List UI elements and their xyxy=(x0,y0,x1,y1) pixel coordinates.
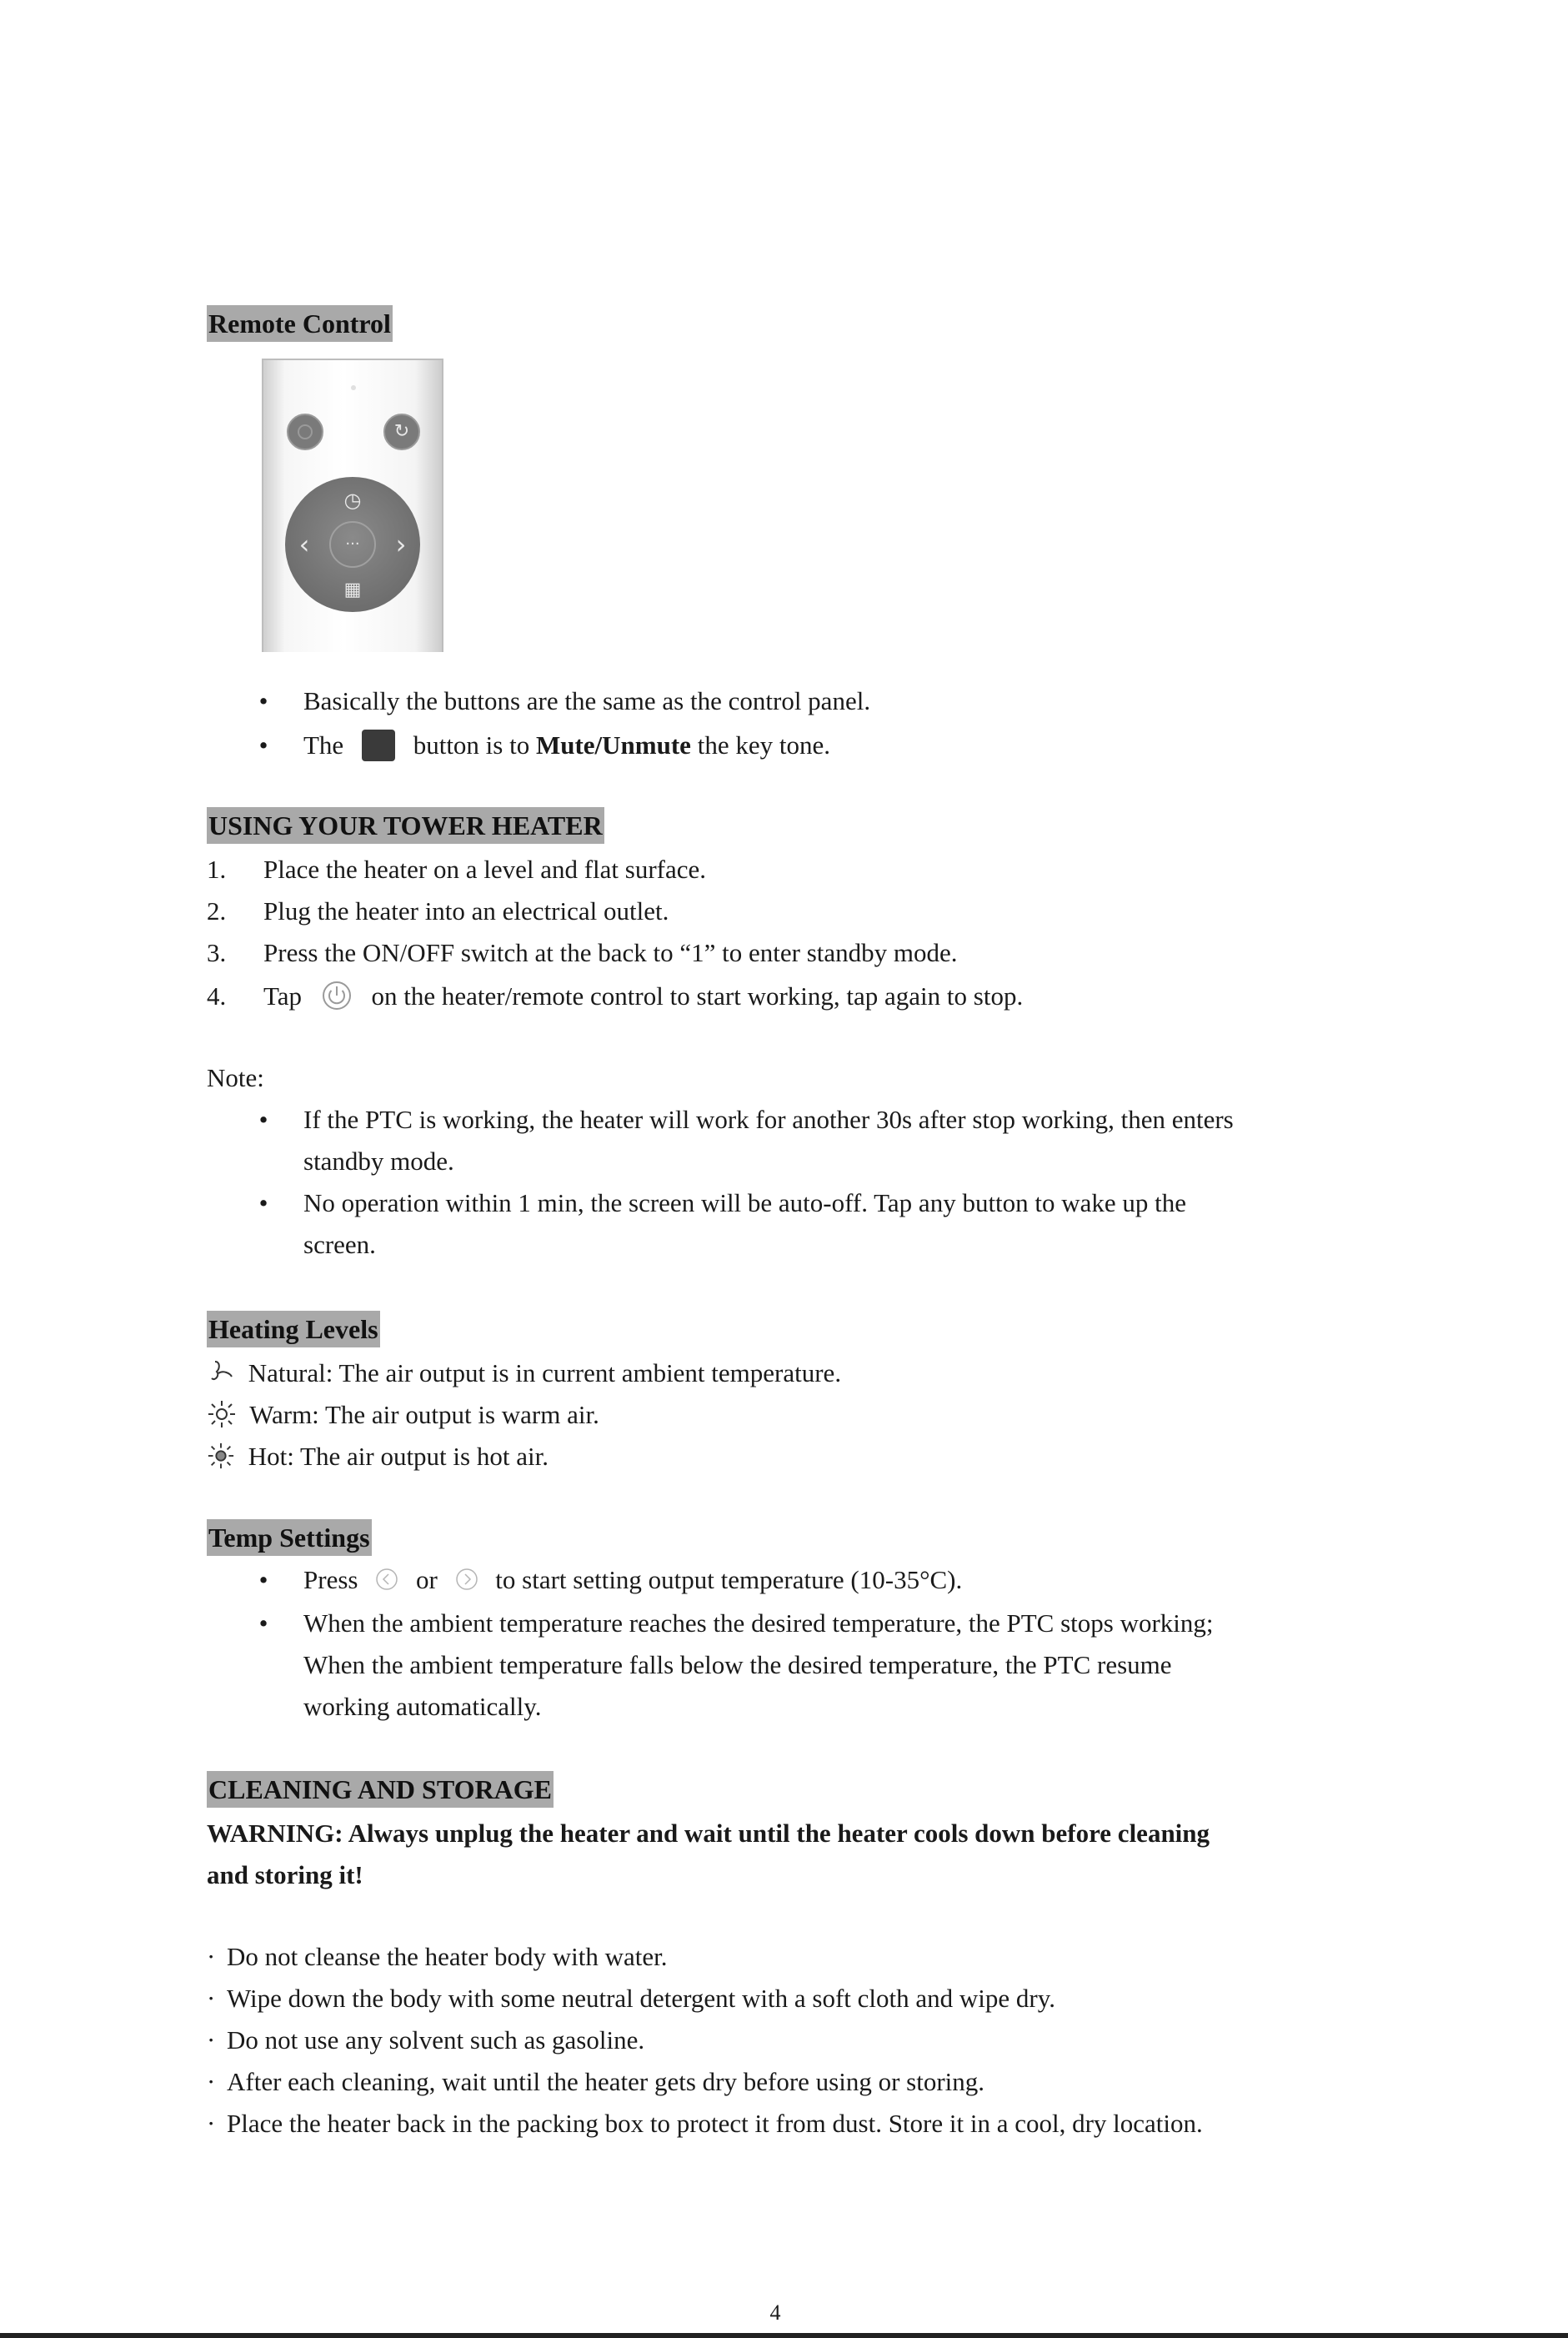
bullet: • xyxy=(258,1188,268,1217)
list-dot: · xyxy=(207,1984,216,2013)
step-text: Plug the heater into an electrical outlet. xyxy=(263,896,669,926)
level-natural xyxy=(207,1352,841,1394)
remote-control-image xyxy=(262,359,443,652)
cleaning-item: Do not cleanse the heater body with water. xyxy=(227,1942,668,1971)
cleaning-item: Place the heater back in the packing box to protect it from dust. Store it in a cool, dry location. xyxy=(227,2109,1203,2138)
bullet: • xyxy=(258,1565,268,1594)
remote-bullet-2 xyxy=(303,725,830,766)
level-warm-text: Warm: The air output is warm air. xyxy=(249,1400,599,1429)
step-number: 3. xyxy=(207,938,227,967)
temp-press-line xyxy=(303,1559,962,1601)
chevron-right-icon: › xyxy=(395,529,407,560)
temp-press-before: Press xyxy=(303,1565,358,1594)
using-heading: USING YOUR TOWER HEATER xyxy=(207,807,604,844)
step-4-before: Tap xyxy=(263,981,303,1011)
sun-filled-icon xyxy=(207,1442,235,1470)
step-number: 2. xyxy=(207,896,227,926)
temp-paragraph-line-3: working automatically. xyxy=(303,1692,542,1721)
temp-press-after: to start setting output temperature (10-35°C). xyxy=(495,1565,963,1594)
list-dot: · xyxy=(207,2067,216,2096)
remote-control-heading: Remote Control xyxy=(207,305,393,342)
bottom-border xyxy=(0,2333,1568,2338)
remote-bullet-2-middle: button is to xyxy=(413,730,530,760)
cleaning-item: Do not use any solvent such as gasoline. xyxy=(227,2025,645,2055)
level-hot xyxy=(207,1436,549,1478)
power-icon xyxy=(288,415,322,449)
remote-bullet-2-after: the key tone. xyxy=(697,730,830,760)
remote-power-button xyxy=(287,414,323,450)
step-text xyxy=(263,976,1023,1019)
mute-unmute-text: Mute/Unmute xyxy=(535,730,691,760)
bullet: • xyxy=(258,686,268,715)
remote-dial-center xyxy=(329,521,376,568)
temp-paragraph-line-2: When the ambient temperature falls below the desired temperature, the PTC resume xyxy=(303,1650,1172,1679)
fan-icon xyxy=(207,1358,235,1387)
remote-bullet-1: Basically the buttons are the same as the control panel. xyxy=(303,686,871,715)
list-dot: · xyxy=(207,2109,216,2138)
page-number: 4 xyxy=(769,2300,781,2325)
cleaning-item: Wipe down the body with some neutral detergent with a soft cloth and wipe dry. xyxy=(227,1984,1055,2013)
step-number: 1. xyxy=(207,855,227,884)
heating-levels-heading: Heating Levels xyxy=(207,1311,380,1347)
list-dot: · xyxy=(207,2025,216,2055)
cleaning-heading: CLEANING AND STORAGE xyxy=(207,1771,554,1808)
warning-line-1: WARNING: Always unplug the heater and wait until the heater cools down before cleaning xyxy=(207,1819,1210,1848)
timer-icon: ◷ xyxy=(343,489,362,512)
level-hot-text: Hot: The air output is hot air. xyxy=(248,1442,549,1471)
remote-cycle-button xyxy=(383,414,420,450)
power-icon xyxy=(320,979,353,1012)
step-text: Press the ON/OFF switch at the back to “1” to enter standby mode. xyxy=(263,938,958,967)
temp-press-or: or xyxy=(415,1565,438,1594)
remote-bullet-2-before: The xyxy=(303,730,344,760)
note-1-line-2: standby mode. xyxy=(303,1146,454,1176)
note-1 xyxy=(303,1099,1345,1182)
note-label: Note: xyxy=(207,1063,264,1092)
temp-paragraph-line-1: When the ambient temperature reaches the desired temperature, the PTC stops working; xyxy=(303,1608,1214,1638)
step-text: Place the heater on a level and flat surface. xyxy=(263,855,707,884)
bullet: • xyxy=(258,1105,268,1134)
cycle-icon: ↻ xyxy=(393,421,410,442)
step-number: 4. xyxy=(207,981,227,1011)
bullet: • xyxy=(258,730,268,760)
note-2-line-1: No operation within 1 min, the screen will be auto-off. Tap any button to wake up the xyxy=(303,1188,1187,1217)
square-button-icon xyxy=(362,730,395,761)
cleaning-item: After each cleaning, wait until the heater gets dry before using or storing. xyxy=(227,2067,985,2096)
step-4-after: on the heater/remote control to start working, tap again to stop. xyxy=(371,981,1024,1011)
warning-line-2: and storing it! xyxy=(207,1860,363,1889)
temp-paragraph xyxy=(303,1603,1345,1728)
note-2-line-2: screen. xyxy=(303,1230,376,1259)
chevron-right-icon xyxy=(454,1567,479,1592)
remote-led xyxy=(351,385,356,390)
temp-settings-heading: Temp Settings xyxy=(207,1519,372,1556)
level-warm xyxy=(207,1394,599,1436)
sun-outline-icon xyxy=(207,1399,237,1429)
bullet: • xyxy=(258,1608,268,1638)
note-2 xyxy=(303,1182,1345,1266)
list-dot: · xyxy=(207,1942,216,1971)
chevron-left-icon xyxy=(374,1567,399,1592)
level-natural-text: Natural: The air output is in current ambient temperature. xyxy=(248,1358,842,1387)
menu-dots-icon: ··· xyxy=(345,535,360,553)
grid-icon: ▦ xyxy=(343,579,362,600)
remote-dial xyxy=(285,477,420,612)
note-1-line-1: If the PTC is working, the heater will work for another 30s after stop working, then enters xyxy=(303,1105,1234,1134)
chevron-left-icon: ‹ xyxy=(298,529,310,560)
